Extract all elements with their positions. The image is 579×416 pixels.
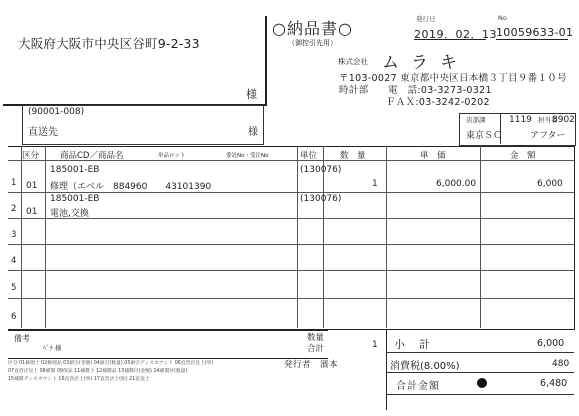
number-underline <box>496 39 568 40</box>
column-divider <box>45 146 46 328</box>
column-divider <box>21 146 22 328</box>
row-1-unit-price: 6,000.00 <box>436 179 477 189</box>
customer-honorific: 様 <box>246 88 257 101</box>
header-item: 商品CD／商品名 <box>60 151 124 161</box>
company-phone: 時計部 電 話:03-3273-0321 <box>339 85 492 96</box>
staff-code: 8902 <box>552 115 575 125</box>
row-2-kubun: 01 <box>26 207 38 217</box>
quantity-total-label-line2: 合計 <box>307 344 325 354</box>
issue-date: 2019．02．13 <box>414 28 497 41</box>
row-number: 6 <box>11 312 17 322</box>
row-divider <box>8 244 575 245</box>
company-name: ムラキ <box>382 53 469 73</box>
column-divider <box>297 146 298 328</box>
document-number: 10059633-01 <box>496 26 574 39</box>
column-divider <box>386 146 387 328</box>
header-unit: 単位 <box>300 151 318 161</box>
subtotal-value: 6,000 <box>537 338 565 349</box>
totals-divider <box>386 394 574 395</box>
delivery-label: 直送先 <box>28 127 58 138</box>
total-label: 合計金額 <box>396 381 440 392</box>
header-amount: 金 額 <box>510 151 536 161</box>
store-name: 東京ＳＣ <box>466 131 503 141</box>
row-divider <box>8 218 575 219</box>
row-number: 1 <box>11 178 17 188</box>
category-legend-line3: 15補償ディスカウント 16直営店士(単) 17直営店士(他) 21直送士 <box>8 377 150 382</box>
header-order-no: 委託No・受注No <box>226 153 269 159</box>
tax-value: 480 <box>552 359 570 369</box>
row-2-name: 電池,交換 <box>50 209 89 219</box>
row-divider <box>8 270 575 271</box>
quantity-total: 1 <box>372 340 378 350</box>
issue-date-label: 発行日 <box>416 15 436 23</box>
bullet-icon <box>477 378 487 388</box>
category-legend-line2: 07直営店見上 08補償 09保証 11補償士 12補償品 13補償付(金額) 14補償付(数量) <box>8 369 188 374</box>
totals-divider <box>386 372 574 373</box>
customer-address: 大阪府大阪市中央区谷町9-2-33 <box>18 36 200 51</box>
category-legend-line1: 区分 01修理士 02修理品 03値引(金額) 04値引(数量) 05値引ディスカウント 06直営店見上(単) <box>8 361 214 366</box>
staff-label: 担当者 <box>538 116 558 124</box>
header-price-note: 単品ロット <box>158 153 186 159</box>
issuer: 発行者 濱本 <box>284 360 339 370</box>
column-divider <box>480 146 481 328</box>
row-1-qty: 1 <box>372 179 378 189</box>
subtotal-label: 小計 <box>394 338 444 351</box>
row-number: 2 <box>11 204 17 214</box>
delivery-honorific: 様 <box>248 127 258 138</box>
document-subtitle: （御控引先用） <box>288 39 337 47</box>
header-qty: 数 量 <box>340 151 366 161</box>
totals-divider <box>386 352 574 353</box>
remarks-label: 備考 <box>14 334 30 343</box>
header-kubun: 区分 <box>22 151 40 161</box>
document-number-label: No <box>498 14 507 22</box>
total-value: 6,480 <box>540 378 568 389</box>
remarks-honorific: ﾍﾟﾁ 様 <box>43 344 62 352</box>
address-frame <box>3 16 267 106</box>
store-label: 店部課 <box>466 116 486 124</box>
row-1-amount: 6,000 <box>537 179 563 189</box>
row-2-code: 185001-EB <box>50 194 100 204</box>
row-divider <box>8 298 575 299</box>
staff-name: アフター <box>530 131 566 141</box>
row-number: 4 <box>11 256 17 266</box>
store-code: 1119 <box>509 115 532 125</box>
row-2-unit: (130076) <box>300 194 342 204</box>
quantity-total-label-line1: 数量 <box>307 333 325 343</box>
row-number: 5 <box>11 283 17 293</box>
company-address: 〒103-0027 東京都中央区日本橋３丁目９番１０号 <box>339 73 567 84</box>
header-unit-price: 単 価 <box>420 151 446 161</box>
delivery-code: (90001-008) <box>28 107 85 117</box>
tax-label: 消費税(8.00%) <box>390 361 460 372</box>
row-1-kubun: 01 <box>26 181 38 191</box>
company-prefix: 株式会社 <box>338 57 368 66</box>
date-underline <box>414 39 486 40</box>
row-1-unit: (130076) <box>300 165 342 175</box>
row-number: 3 <box>11 230 17 240</box>
quantity-total-label <box>307 333 324 355</box>
row-1-code: 185001-EB <box>50 165 100 175</box>
company-fax: ＦＡＸ:03-3242-0202 <box>386 97 490 108</box>
document-title: ○納品書○ <box>272 19 353 38</box>
row-divider <box>8 192 575 193</box>
row-1-name: 修理（エベル 884960 43101390 <box>50 182 212 192</box>
